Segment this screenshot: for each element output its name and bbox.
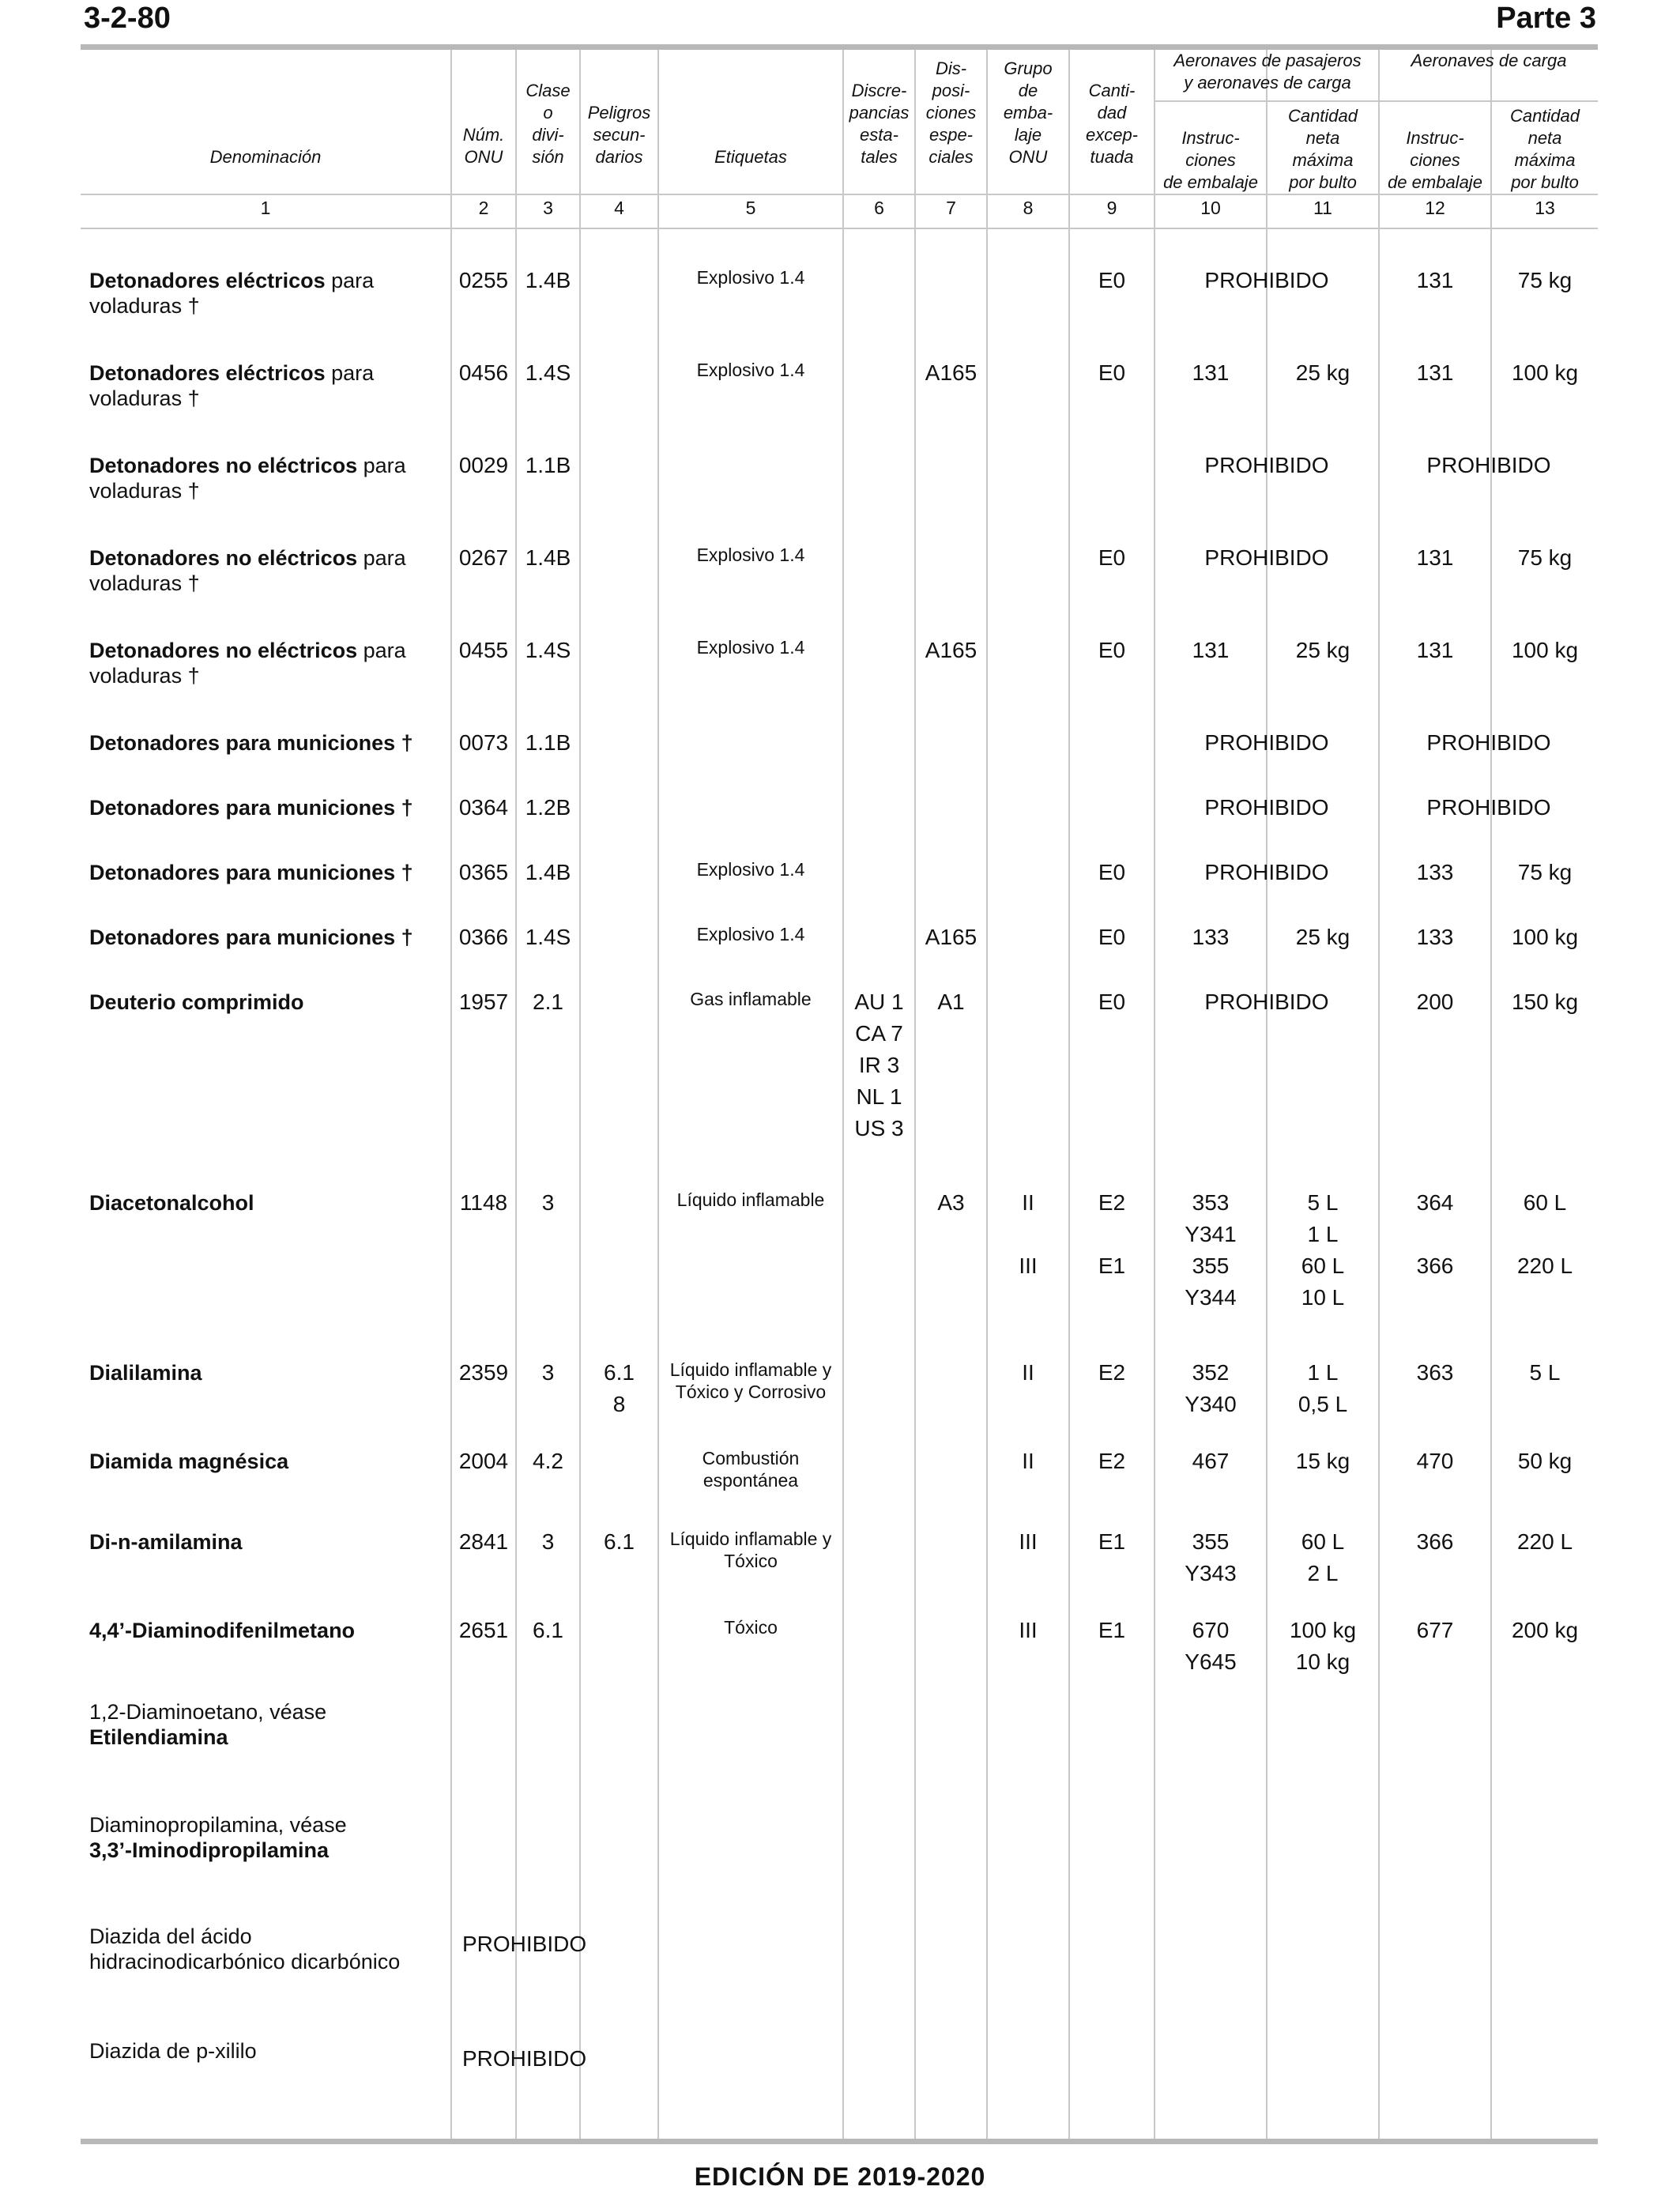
hazard-class: 1.1B [525,730,571,755]
passenger-prohibited: PROHIBIDO [1204,730,1329,755]
header-peligros: Peligros secun- darios [587,103,651,167]
hazard-class: 1.4S [525,360,571,385]
excepted-quantity: E0 [1098,545,1126,570]
cargo-packing-instruction: 200 [1416,990,1454,1014]
hazard-label: Explosivo 1.4 [696,924,805,944]
hazard-class: 4.2 [533,1449,563,1473]
col-divider [579,50,581,2139]
bottom-rule [81,2139,1598,2144]
hazard-class: 2.1 [533,990,563,1014]
hazard-label: Explosivo 1.4 [696,360,805,380]
hazard-class: 1.4S [525,925,571,949]
header-num-onu: Núm. ONU [462,125,505,167]
substance-name: Detonadores eléctricos para voladuras † [89,361,375,410]
column-number: 13 [1535,198,1555,218]
header-instr-carga: Instruc- ciones de embalaje [1388,128,1482,192]
substance-name: Di-n-amilamina [89,1530,243,1554]
column-number: 9 [1106,198,1117,218]
cargo-max-quantity: 150 kg [1511,990,1579,1014]
header-cantidad-exceptuada: Canti- dad excep- tuada [1085,81,1139,167]
header-discrepancias: Discre- pancias esta- tales [849,81,910,167]
excepted-quantity: E2 E1 [1098,1190,1126,1278]
hazard-class: 3 [541,1529,555,1554]
excepted-quantity: E0 [1098,638,1126,662]
substance-name: Deuterio comprimido [89,990,304,1014]
hazard-label: Tóxico [724,1617,778,1638]
hazard-class: 1.2B [525,795,571,820]
passenger-packing-instruction: 131 [1192,360,1230,385]
un-number: 0364 [458,795,509,820]
passenger-max-quantity: 5 L 1 L 60 L 10 L [1301,1190,1345,1310]
passenger-prohibited: PROHIBIDO [1204,795,1329,820]
un-number: 2651 [458,1618,509,1642]
substance-name: Diamida magnésica [89,1449,289,1473]
passenger-max-quantity: 1 L 0,5 L [1298,1360,1348,1416]
hazard-class: 3 [541,1190,555,1215]
special-provisions: A1 [937,990,965,1014]
cargo-max-quantity: 100 kg [1511,360,1579,385]
column-number: 12 [1425,198,1445,218]
un-number: 1957 [458,990,509,1014]
header-instr-pasajeros: Instruc- ciones de embalaje [1163,128,1258,192]
substance-name: Diazida del ácido hidracinodicarbónico dicarbónico [89,1924,401,1973]
hazard-label: Explosivo 1.4 [696,637,805,658]
substance-name: Dialilamina [89,1361,202,1385]
page-number: 3-2-80 [84,2,171,35]
column-number: 5 [745,198,756,218]
excepted-quantity: E1 [1098,1529,1126,1554]
substance-name: Detonadores para municiones † [89,731,413,755]
passenger-prohibited: PROHIBIDO [1204,453,1329,477]
excepted-quantity: E0 [1098,860,1126,884]
passenger-max-quantity: 60 L 2 L [1301,1529,1345,1585]
column-number: 1 [260,198,271,218]
un-number: 0073 [458,730,509,755]
substance-name: Detonadores no eléctricos para voladuras † [89,639,406,688]
substance-name: Detonadores no eléctricos para voladuras † [89,454,406,503]
packing-group: II [1022,1360,1034,1385]
un-number: 0455 [458,638,509,662]
special-provisions: A3 [937,1190,965,1215]
header-aeronaves-carga: Aeronaves de carga [1411,51,1567,70]
column-number: 6 [874,198,884,218]
substance-name: Detonadores eléctricos para voladuras † [89,269,375,318]
un-number: 0267 [458,545,509,570]
cargo-prohibited: PROHIBIDO [1426,453,1551,477]
hazard-class: 1.4B [525,860,571,884]
header-rule [81,194,1598,195]
packing-group: II [1022,1449,1034,1473]
passenger-packing-instruction: 352 Y340 [1185,1360,1237,1416]
un-number: 2841 [458,1529,509,1554]
header-cant-carga: Cantidad neta máxima por bulto [1509,106,1580,192]
un-number: 0456 [458,360,509,385]
cargo-max-quantity: 5 L [1529,1360,1561,1385]
excepted-quantity: E0 [1098,990,1126,1014]
column-number: 3 [543,198,553,218]
column-number: 2 [478,198,489,218]
substance-name: Diacetonalcohol [89,1191,254,1215]
excepted-quantity: E0 [1098,925,1126,949]
header-aeronaves-pasajeros: Aeronaves de pasajeros y aeronaves de carga [1173,51,1362,92]
un-number: 2004 [458,1449,509,1473]
passenger-max-quantity: 100 kg 10 kg [1289,1618,1357,1674]
hazard-label: Gas inflamable [690,989,812,1009]
column-number-rule [81,228,1598,229]
hazard-class: 1.4S [525,638,571,662]
hazard-label: Combustión espontánea [702,1448,800,1491]
passenger-packing-instruction: 670 Y645 [1185,1618,1237,1674]
header-grupo-embalaje: Grupo de emba- laje ONU [1003,58,1053,167]
header-etiquetas: Etiquetas [714,147,787,167]
packing-group: II III [1019,1190,1038,1278]
hazard-label: Líquido inflamable [676,1189,825,1210]
state-variations: AU 1 CA 7 IR 3 NL 1 US 3 [854,990,904,1140]
cargo-max-quantity: 75 kg [1517,860,1573,884]
passenger-prohibited: PROHIBIDO [1204,545,1329,570]
part-title: Parte 3 [1496,2,1596,35]
top-rule [81,44,1598,50]
column-number: 10 [1200,198,1221,218]
excepted-quantity: E0 [1098,360,1126,385]
un-number: 0029 [458,453,509,477]
hazard-label: Explosivo 1.4 [696,267,805,288]
passenger-max-quantity: 25 kg [1295,360,1350,385]
forbidden-transport: PROHIBIDO [462,1932,587,1956]
subsidiary-hazard: 6.1 8 [604,1360,635,1416]
passenger-packing-instruction: 131 [1192,638,1230,662]
cargo-max-quantity: 75 kg [1517,268,1573,292]
substance-name: Detonadores no eléctricos para voladuras † [89,546,406,595]
cargo-max-quantity: 220 L [1516,1529,1573,1554]
hazard-class: 1.4B [525,545,571,570]
un-number: 2359 [458,1360,509,1385]
edition-footer: EDICIÓN DE 2019-2020 [694,2162,986,2191]
cargo-packing-instruction: 364 366 [1416,1190,1454,1278]
cargo-packing-instruction: 131 [1416,360,1454,385]
passenger-prohibited: PROHIBIDO [1204,268,1329,292]
passenger-packing-instruction: 355 Y343 [1185,1529,1237,1585]
header-disposiciones: Dis- posi- ciones espe- ciales [925,58,977,167]
passenger-prohibited: PROHIBIDO [1204,860,1329,884]
packing-group: III [1019,1618,1038,1642]
cargo-prohibited: PROHIBIDO [1426,730,1551,755]
un-number: 0366 [458,925,509,949]
column-number: 8 [1023,198,1034,218]
passenger-max-quantity: 25 kg [1295,925,1350,949]
cargo-max-quantity: 100 kg [1511,925,1579,949]
cargo-packing-instruction: 363 [1416,1360,1454,1385]
substance-name: Diaminopropilamina, véase 3,3’-Iminodipropilamina [89,1813,347,1862]
excepted-quantity: E0 [1098,268,1126,292]
special-provisions: A165 [925,638,977,662]
passenger-max-quantity: 25 kg [1295,638,1350,662]
group-header-rule [1154,100,1598,102]
header-denominacion: Denominación [209,147,322,167]
cargo-packing-instruction: 131 [1416,268,1454,292]
un-number: 1148 [459,1190,508,1215]
hazard-class: 3 [541,1360,555,1385]
header-clase: Clase o divi- sión [525,81,571,167]
substance-name: Diazida de p-xililo [89,2039,257,2063]
cargo-packing-instruction: 470 [1416,1449,1454,1473]
special-provisions: A165 [925,360,977,385]
passenger-packing-instruction: 353 Y341 355 Y344 [1185,1190,1237,1310]
forbidden-transport: PROHIBIDO [462,2046,587,2071]
special-provisions: A165 [925,925,977,949]
hazard-label: Explosivo 1.4 [696,545,805,565]
hazard-label: Líquido inflamable y Tóxico y Corrosivo [669,1359,832,1402]
hazard-class: 1.1B [525,453,571,477]
un-number: 0365 [458,860,509,884]
passenger-packing-instruction: 133 [1192,925,1230,949]
hazard-label: Líquido inflamable y Tóxico [669,1529,832,1571]
excepted-quantity: E2 [1098,1360,1126,1385]
subsidiary-hazard: 6.1 [604,1529,635,1554]
substance-name: Detonadores para municiones † [89,861,413,884]
column-number: 7 [946,198,956,218]
substance-name: 1,2-Diaminoetano, véase Etilendiamina [89,1700,327,1749]
un-number: 0255 [458,268,509,292]
column-number: 4 [614,198,624,218]
passenger-packing-instruction: 467 [1192,1449,1230,1473]
cargo-max-quantity: 60 L 220 L [1516,1190,1573,1278]
cargo-max-quantity: 100 kg [1511,638,1579,662]
hazard-class: 1.4B [525,268,571,292]
hazard-label: Explosivo 1.4 [696,859,805,880]
substance-name: Detonadores para municiones † [89,796,413,820]
substance-name: 4,4’-Diaminodifenilmetano [89,1619,356,1642]
column-number: 11 [1313,198,1332,218]
excepted-quantity: E2 [1098,1449,1126,1473]
cargo-packing-instruction: 131 [1416,545,1454,570]
header-cant-pasajeros: Cantidad neta máxima por bulto [1287,106,1358,192]
passenger-max-quantity: 15 kg [1295,1449,1350,1473]
hazard-class: 6.1 [533,1618,563,1642]
cargo-max-quantity: 75 kg [1517,545,1573,570]
cargo-prohibited: PROHIBIDO [1426,795,1551,820]
cargo-max-quantity: 200 kg [1511,1618,1579,1642]
cargo-packing-instruction: 677 [1416,1618,1454,1642]
cargo-packing-instruction: 133 [1416,860,1454,884]
packing-group: III [1019,1529,1038,1554]
cargo-packing-instruction: 133 [1416,925,1454,949]
col-divider [986,50,988,2139]
excepted-quantity: E1 [1098,1618,1126,1642]
passenger-prohibited: PROHIBIDO [1204,990,1329,1014]
substance-name: Detonadores para municiones † [89,925,413,949]
cargo-packing-instruction: 131 [1416,638,1454,662]
cargo-max-quantity: 50 kg [1517,1449,1573,1473]
cargo-packing-instruction: 366 [1416,1529,1454,1554]
